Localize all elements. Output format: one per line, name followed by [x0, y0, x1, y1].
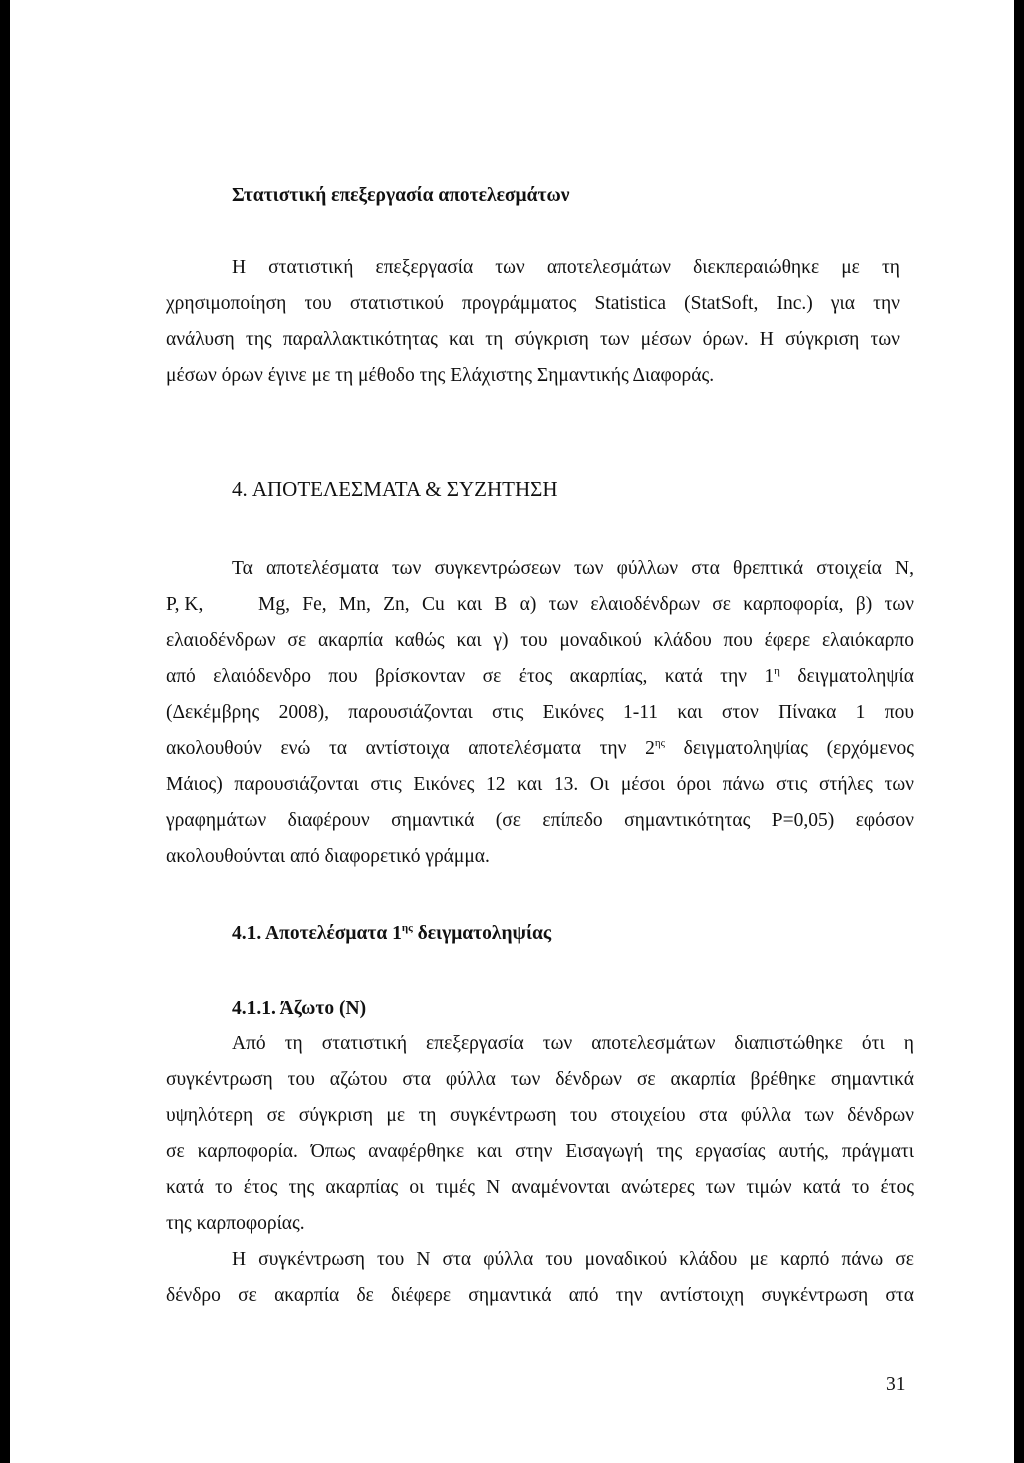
chapter-p1-line-6	[166, 737, 914, 761]
ordinal-superscript: ης	[401, 922, 413, 934]
nitrogen-p2-line-2: δένδρο σε ακαρπία δε διέφερε σημαντικά από την αντίστοιχη συγκέντρωση στα	[166, 1285, 914, 1306]
ordinal-superscript: η	[774, 665, 780, 677]
chapter-p1-line-2: Mg, Fe, Mn, Zn, Cu και B α) των ελαιοδένδρων σε καρποφορία, β) των	[258, 594, 914, 615]
statistics-line-1: Η στατιστική επεξεργασία των αποτελεσμάτων διεκπεραιώθηκε με τη	[232, 257, 900, 278]
chapter-p1-line-7: Μάιος) παρουσιάζονται στις Εικόνες 12 και 13. Οι μέσοι όροι πάνω στις στήλες των	[166, 774, 914, 795]
chapter-p1-line-9: ακολουθούνται από διαφορετικό γράμμα.	[166, 846, 490, 867]
section-4-1-title-text: 4.1. Αποτελέσματα 1	[232, 923, 402, 944]
chapter-p1-line-4	[166, 665, 914, 689]
nitrogen-p1-line-4: σε καρποφορία. Όπως αναφέρθηκε και στην Εισαγωγή της εργασίας αυτής, πράγματι	[166, 1141, 914, 1162]
section-4-1-title-tail: δειγματοληψίας	[412, 923, 552, 944]
document-page	[10, 0, 1014, 1463]
nitrogen-p1-line-1: Από τη στατιστική επεξεργασία των αποτελεσμάτων διαπιστώθηκε ότι η	[232, 1033, 914, 1054]
chapter-p1-line-5: (Δεκέμβρης 2008), παρουσιάζονται στις Εικόνες 1-11 και στον Πίνακα 1 που	[166, 702, 914, 723]
chapter-p1-line-6-text: ακολουθούν ενώ τα αντίστοιχα αποτελέσματα την 2	[166, 738, 655, 759]
chapter-p1-line-4-text: από ελαιόδενδρο που βρίσκονταν σε έτος ακαρπίας, κατά την 1	[166, 666, 775, 687]
section-4-1-1-title: 4.1.1. Άζωτο (Ν)	[232, 998, 367, 1019]
page-number: 31	[886, 1374, 906, 1395]
chapter-p1-line-1: Τα αποτελέσματα των συγκεντρώσεων των φύλλων στα θρεπτικά στοιχεία Ν,	[232, 558, 914, 579]
section-4-1-title	[232, 922, 551, 946]
chapter-title: 4. ΑΠΟΤΕΛΕΣΜΑΤΑ & ΣΥΖΗΤΗΣΗ	[232, 477, 558, 501]
nitrogen-p2-line-1: Η συγκέντρωση του Ν στα φύλλα του μοναδικού κλάδου με καρπό πάνω σε	[232, 1249, 914, 1270]
ordinal-superscript: ης	[654, 737, 665, 749]
chapter-p1-line-4-tail: δειγματοληψία	[779, 666, 914, 687]
statistics-line-2: χρησιμοποίηση του στατιστικού προγράμματος Statistica (StatSoft, Inc.) για την	[166, 293, 900, 314]
nitrogen-p1-line-5: κατά το έτος της ακαρπίας οι τιμές Ν αναμένονται ανώτερες των τιμών κατά το έτος	[166, 1177, 914, 1198]
nitrogen-p1-line-3: υψηλότερη σε σύγκριση με τη συγκέντρωση του στοιχείου στα φύλλα των δένδρων	[166, 1105, 914, 1126]
section-title-statistics: Στατιστική επεξεργασία αποτελεσμάτων	[232, 185, 570, 206]
chapter-p1-line-3: ελαιοδένδρων σε ακαρπία καθώς και γ) του μοναδικού κλάδου που έφερε ελαιόκαρπο	[166, 630, 914, 651]
nitrogen-p1-line-6: της καρποφορίας.	[166, 1213, 305, 1234]
chapter-p1-line-8: γραφημάτων διαφέρουν σημαντικά (σε επίπεδο σημαντικότητας P=0,05) εφόσον	[166, 810, 914, 831]
nitrogen-p1-line-2: συγκέντρωση του αζώτου στα φύλλα των δένδρων σε ακαρπία βρέθηκε σημαντικά	[166, 1069, 914, 1090]
statistics-line-4: μέσων όρων έγινε με τη μέθοδο της Ελάχιστης Σημαντικής Διαφοράς.	[166, 365, 715, 386]
statistics-line-3: ανάλυση της παραλλακτικότητας και τη σύγκριση των μέσων όρων. Η σύγκριση των	[166, 329, 900, 350]
chapter-p1-line-2-start: P, K,	[166, 594, 204, 615]
chapter-p1-line-6-tail: δειγματοληψίας (ερχόμενος	[664, 738, 914, 759]
